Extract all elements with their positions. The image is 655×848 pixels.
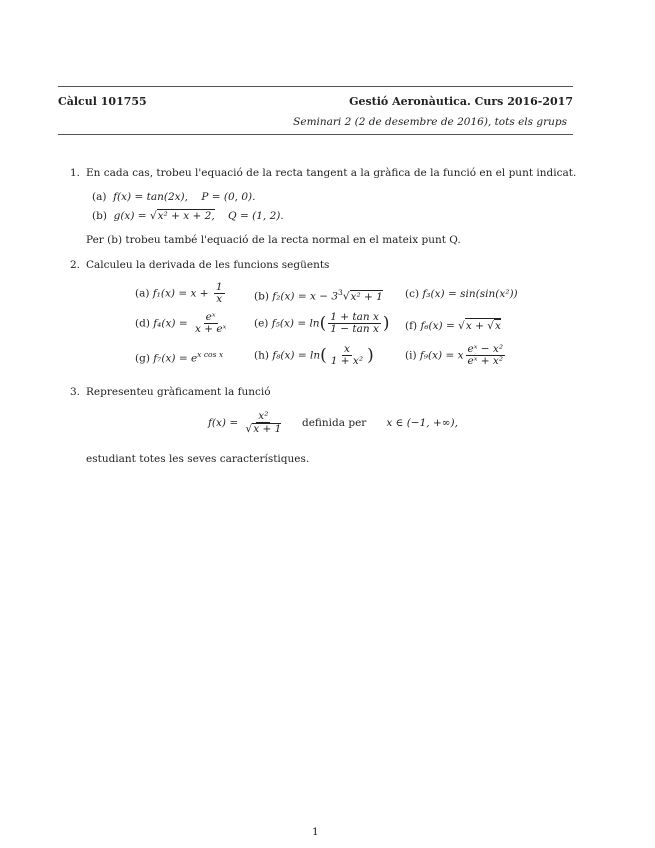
problem-1b-point: Q = (1, 2).: [228, 210, 284, 222]
left-paren: (: [319, 313, 327, 334]
sqrt-symbol: √: [458, 320, 465, 332]
fraction: [243, 411, 283, 435]
item-lhs: f₈(x) = ln: [272, 349, 321, 362]
defined-by-text: definida per: [301, 417, 367, 430]
denominator: eˣ + x²: [467, 355, 504, 368]
item-label: (b): [254, 290, 269, 303]
right-paren: ): [367, 345, 374, 366]
problem-2i: [405, 344, 507, 367]
item-label: (g): [135, 352, 150, 365]
numerator: eˣ − x²: [467, 343, 504, 355]
item-label: (d): [135, 317, 150, 330]
problem-2b: [254, 288, 383, 303]
numerator: 1 + tan x: [330, 311, 379, 323]
fraction: [193, 312, 228, 335]
left-paren: (: [320, 345, 327, 366]
fraction: [466, 344, 506, 367]
problem-2h: [254, 344, 374, 367]
denominator: x: [216, 293, 223, 306]
formula-lhs: f(x) =: [208, 417, 239, 430]
header-top-rule: [58, 86, 573, 87]
problem-1b: [92, 209, 284, 222]
problem-1b-label: (b): [92, 210, 107, 222]
denominator: x + eˣ: [194, 323, 227, 336]
exponent: x cos x: [197, 350, 224, 359]
item-lhs: f₇(x) = e: [153, 352, 198, 365]
item-lhs: f₅(x) = ln: [271, 317, 320, 330]
denominator: 1 + x²: [330, 355, 364, 368]
problem-2f: [405, 318, 501, 332]
item-label: (f): [405, 320, 418, 332]
problem-2a: [135, 282, 227, 305]
problem-3-number: 3.: [70, 386, 81, 398]
right-paren: ): [382, 313, 390, 334]
root-index: 3: [338, 288, 343, 297]
numerator: x: [343, 343, 350, 355]
problem-1a-function: f(x) = tan(2x),: [113, 191, 188, 203]
problem-1-note: Per (b) trobeu també l'equació de la recta normal en el mateix punt Q.: [86, 234, 461, 246]
radicand: x + 1: [253, 423, 282, 436]
denominator: 1 − tan x: [330, 323, 379, 336]
header-bottom-rule: [58, 134, 573, 135]
problem-1-text: En cada cas, trobeu l'equació de la recta tangent a la gràfica de la funció en el punt indicat.: [86, 167, 577, 179]
sqrt-symbol: √: [245, 423, 253, 436]
sqrt-symbol: √: [487, 320, 494, 332]
item-label: (e): [254, 317, 269, 330]
radicand: x² + 1: [350, 290, 383, 303]
radicand-prefix: x +: [465, 320, 484, 332]
fraction: [214, 282, 225, 305]
problem-2e: [254, 312, 390, 335]
problem-1a-label: (a): [92, 191, 107, 203]
session-info: Seminari 2 (2 de desembre de 2016), tots els grups: [293, 116, 567, 128]
item-lhs: f₂(x) = x − 3: [272, 290, 339, 303]
item-lhs: f₄(x) =: [153, 317, 188, 330]
item-label: (i): [405, 349, 417, 362]
item-label: (c): [405, 288, 420, 300]
item-lhs: f₉(x) = x: [419, 349, 464, 362]
item-expression: f₃(x) = sin(sin(x²)): [422, 288, 518, 300]
sqrt-symbol: √: [342, 290, 350, 303]
numerator: 1: [215, 281, 223, 293]
problem-2g: [135, 350, 223, 365]
item-lhs: f₁(x) = x +: [152, 287, 209, 300]
domain: x ∈ (−1, +∞),: [386, 417, 458, 430]
numerator: x²: [258, 410, 269, 422]
inner-radicand: x: [494, 320, 501, 332]
fraction: [329, 344, 365, 367]
problem-1a: [92, 191, 255, 203]
problem-1a-point: P = (0, 0).: [201, 191, 256, 203]
problem-3-closing: estudiant totes les seves característiques.: [86, 453, 310, 465]
numerator: eˣ: [205, 311, 216, 323]
problem-2c: [405, 288, 518, 300]
fraction: [328, 312, 381, 335]
problem-1b-lhs: g(x) =: [113, 210, 147, 222]
problem-1-number: 1.: [70, 167, 81, 179]
item-label: (a): [135, 287, 150, 300]
course-title: Càlcul 101755: [58, 95, 147, 108]
sqrt-symbol: √: [149, 210, 157, 222]
problem-2-text: Calculeu la derivada de les funcions següents: [86, 259, 330, 271]
item-label: (h): [254, 349, 269, 362]
program-title: Gestió Aeronàutica. Curs 2016-2017: [349, 95, 573, 108]
problem-3-formula: [208, 411, 458, 435]
page-number: 1: [312, 826, 319, 838]
problem-3-text: Representeu gràficament la funció: [86, 386, 271, 398]
problem-1b-radicand: x² + x + 2,: [157, 210, 215, 222]
radicand: [465, 318, 501, 332]
problem-2-number: 2.: [70, 259, 81, 271]
problem-2d: [135, 312, 230, 335]
denominator: [243, 423, 283, 435]
item-lhs: f₆(x) =: [420, 320, 455, 332]
